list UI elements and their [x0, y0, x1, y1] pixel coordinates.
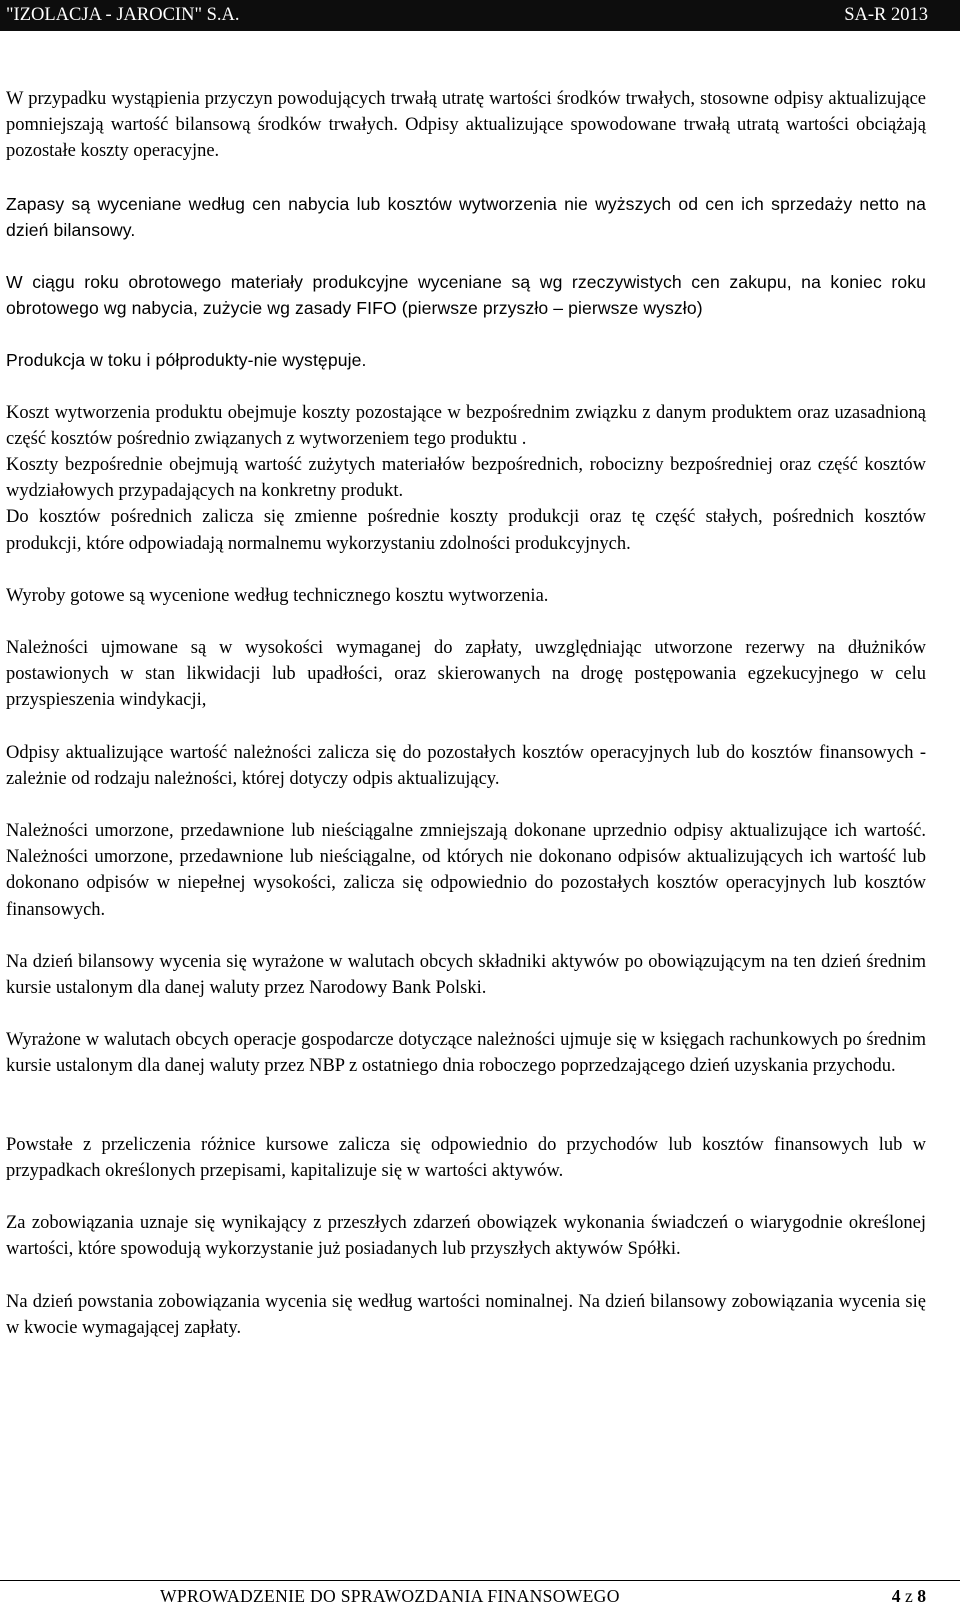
page-header: [0, 0, 960, 31]
page-footer: [0, 1580, 960, 1611]
page-current: 4: [891, 1586, 901, 1606]
company-name: "IZOLACJA - JAROCIN" S.A.: [6, 5, 240, 25]
paragraph-receivables: Należności ujmowane są w wysokości wymaganej do zapłaty, uwzględniając utworzone rezerwy na dłużników postawionych w stan likwidacji lub upadłości, oraz skierowanych na drogę postępowania egzekucyjnego w celu przyspieszenia windykacji,: [6, 638, 926, 711]
paragraph-written-off-receivables: Należności umorzone, przedawnione lub nieściągalne zmniejszają dokonane uprzednio odpisy aktualizujące ich wartość. Należności umorzone, przedawnione lub nieściągalne, od których nie dokonano odpisów aktualizujących ich wartość lub dokonano odpisów w niepełnej wysokości, zalicza się odpowiednio do pozostałych kosztów operacyjnych lub kosztów finansowych.: [6, 821, 926, 920]
paragraph-production-cost: Koszt wytworzenia produktu obejmuje koszty pozostające w bezpośrednim związku z danym produktem oraz uzasadnioną część kosztów pośrednio związanych z wytworzeniem tego produktu .: [6, 402, 926, 449]
paragraph-materials: W ciągu roku obrotowego materiały produkcyjne wyceniane są wg rzeczywistych cen zakupu, na koniec roku obrotowego wg nabycia, zużycie wg zasady FIFO (pierwsze przyszło – pierwsze wyszło): [6, 272, 926, 319]
page-number: [892, 1581, 926, 1611]
report-code: SA-R 2013: [844, 5, 928, 25]
paragraph-fx-differences: Powstałe z przeliczenia różnice kursowe zalicza się odpowiednio do przychodów lub kosztów finansowych lub w przypadkach określonych przepisami, kapitalizuje się w wartości aktywów.: [6, 1134, 926, 1181]
page-separator: z: [904, 1586, 913, 1606]
paragraph-indirect-costs: Do kosztów pośrednich zalicza się zmienne pośrednie koszty produkcji oraz tę część stałych, pośrednich kosztów produkcji, które odpowiadają normalnemu wykorzystaniu zdolności produkcyjnych.: [6, 507, 926, 554]
paragraph-work-in-progress: Produkcja w toku i półprodukty-nie występuje.: [6, 350, 367, 371]
paragraph-liabilities: Za zobowiązania uznaje się wynikający z przeszłych zdarzeń obowiązek wykonania świadczeń o wiarygodnie określonej wartości, które spowodują wykorzystanie już posiadanych lub przyszłych aktywów Spółki.: [6, 1213, 926, 1260]
paragraph-finished-goods: Wyroby gotowe są wycenione według technicznego kosztu wytworzenia.: [6, 585, 549, 606]
paragraph-fx-transactions: Wyrażone w walutach obcych operacje gospodarcze dotyczące należności ujmuje się w księgach rachunkowych po średnim kursie ustalonym dla danej waluty przez NBP z ostatniego dnia roboczego poprzedzającego dzień uzyskania przychodu.: [6, 1030, 926, 1077]
paragraph-direct-costs: Koszty bezpośrednie obejmują wartość zużytych materiałów bezpośrednich, robocizny bezpośredniej oraz część kosztów wydziałowych przypadających na konkretny produkt.: [6, 455, 926, 502]
page-total: 8: [917, 1586, 926, 1606]
paragraph-impairment: W przypadku wystąpienia przyczyn powodujących trwałą utratę wartości środków trwałych, stosowne odpisy aktualizujące pomniejszają wartość bilansową środków trwałych. Odpisy aktualizujące spowodowane trwałą utratą wartości obciążają pozostałe koszty operacyjne.: [6, 89, 926, 162]
paragraph-receivables-writedowns: Odpisy aktualizujące wartość należności zalicza się do pozostałych kosztów operacyjnych lub do kosztów finansowych - zależnie od rodzaju należności, której dotyczy odpis aktualizujący.: [6, 742, 926, 789]
paragraph-liabilities-valuation: Na dzień powstania zobowiązania wycenia się według wartości nominalnej. Na dzień bilansowy zobowiązania wycenia się w kwocie wymagającej zapłaty.: [6, 1291, 926, 1338]
paragraph-fx-balance-date: Na dzień bilansowy wycenia się wyrażone w walutach obcych składniki aktywów po obowiązującym na ten dzień średnim kursie ustalonym dla danej waluty przez Narodowy Bank Polski.: [6, 951, 926, 999]
footer-title: WPROWADZENIE DO SPRAWOZDANIA FINANSOWEGO: [160, 1586, 620, 1606]
paragraph-inventory: Zapasy są wyceniane według cen nabycia lub kosztów wytworzenia nie wyższych od cen ich sprzedaży netto na dzień bilansowy.: [6, 193, 926, 240]
document-body: [6, 86, 926, 1341]
